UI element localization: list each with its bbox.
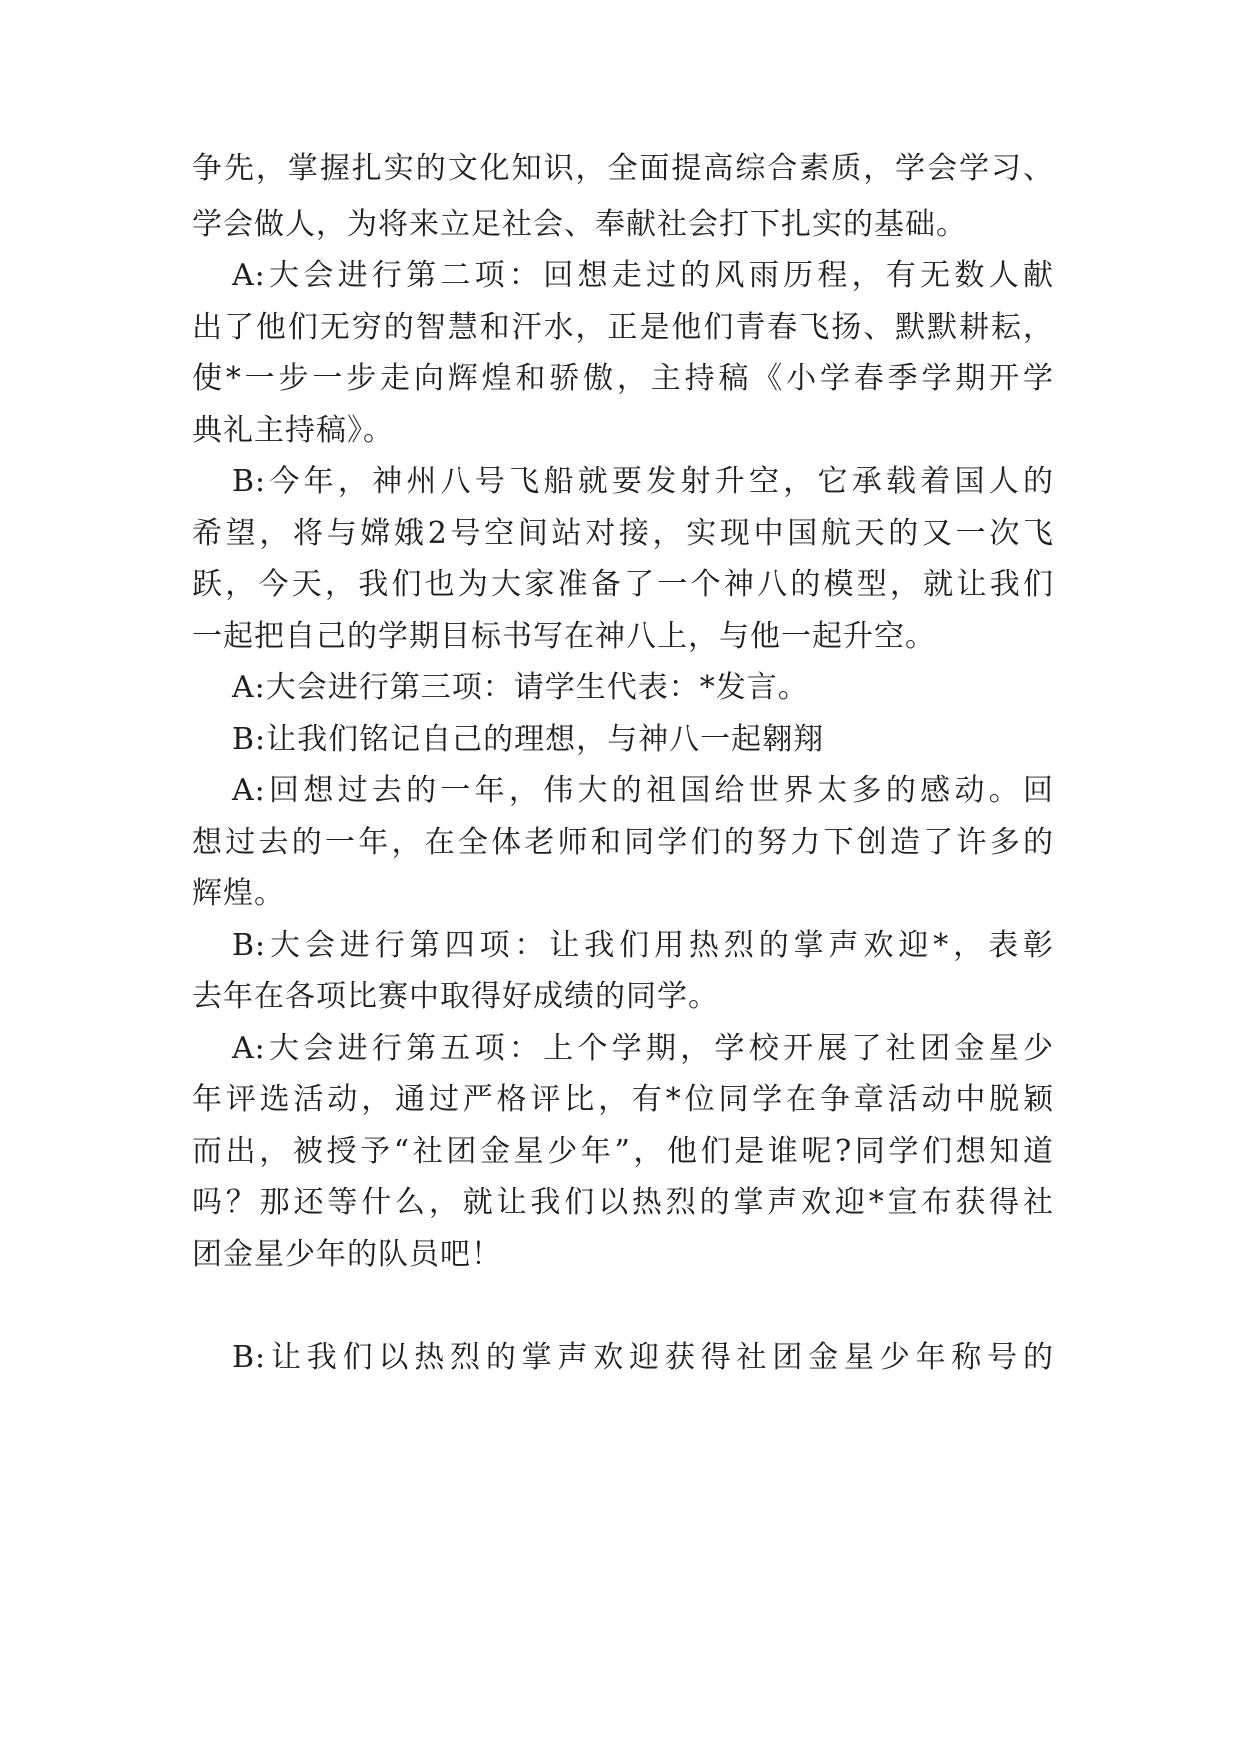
text-line: 出了他们无穷的智慧和汗水，正是他们青春飞扬、默默耕耘，	[192, 310, 1054, 345]
text-line: 一起把自己的学期目标书写在神八上，与他一起升空。	[192, 619, 936, 654]
text-line: A:大会进行第二项：回想走过的风雨历程，有无数人献	[232, 258, 1054, 293]
text-line: 使*一步一步走向辉煌和骄傲，主持稿《小学春季学期开学	[192, 361, 1054, 396]
text-line: B:今年，神州八号飞船就要发射升空，它承载着国人的	[232, 464, 1054, 499]
text-line: 跃，今天，我们也为大家准备了一个神八的模型，就让我们	[192, 567, 1054, 602]
text-line: 希望，将与嫦娥2号空间站对接，实现中国航天的又一次飞	[192, 516, 1054, 551]
text-line: A:回想过去的一年，伟大的祖国给世界太多的感动。回	[232, 773, 1054, 808]
text-line: B:大会进行第四项：让我们用热烈的掌声欢迎*，表彰	[232, 928, 1054, 963]
text-line: 想过去的一年，在全体老师和同学们的努力下创造了许多的	[192, 825, 1054, 860]
text-line: 年评选活动，通过严格评比，有*位同学在争章活动中脱颖	[192, 1082, 1054, 1117]
text-line: 吗？那还等什么，就让我们以热烈的掌声欢迎*宣布获得社	[192, 1185, 1054, 1220]
text-line: 争先，掌握扎实的文化知识，全面提高综合素质，学会学习、	[192, 151, 1054, 186]
text-line: A:大会进行第五项：上个学期，学校开展了社团金星少	[232, 1031, 1054, 1066]
text-line: 辉煌。	[192, 876, 285, 911]
text-line: 团金星少年的队员吧！	[192, 1237, 502, 1272]
text-line: 典礼主持稿》。	[192, 413, 394, 448]
text-line: A:大会进行第三项：请学生代表：*发言。	[232, 670, 809, 705]
text-line: B:让我们铭记自己的理想，与神八一起翱翔	[232, 722, 825, 757]
text-line: B:让我们以热烈的掌声欢迎获得社团金星少年称号的	[232, 1340, 1054, 1375]
text-line: 去年在各项比赛中取得好成绩的同学。	[192, 979, 719, 1014]
text-line: 而出，被授予“社团金星少年”，他们是谁呢?同学们想知道	[192, 1134, 1054, 1169]
text-line: 学会做人，为将来立足社会、奉献社会打下扎实的基础。	[192, 207, 967, 242]
